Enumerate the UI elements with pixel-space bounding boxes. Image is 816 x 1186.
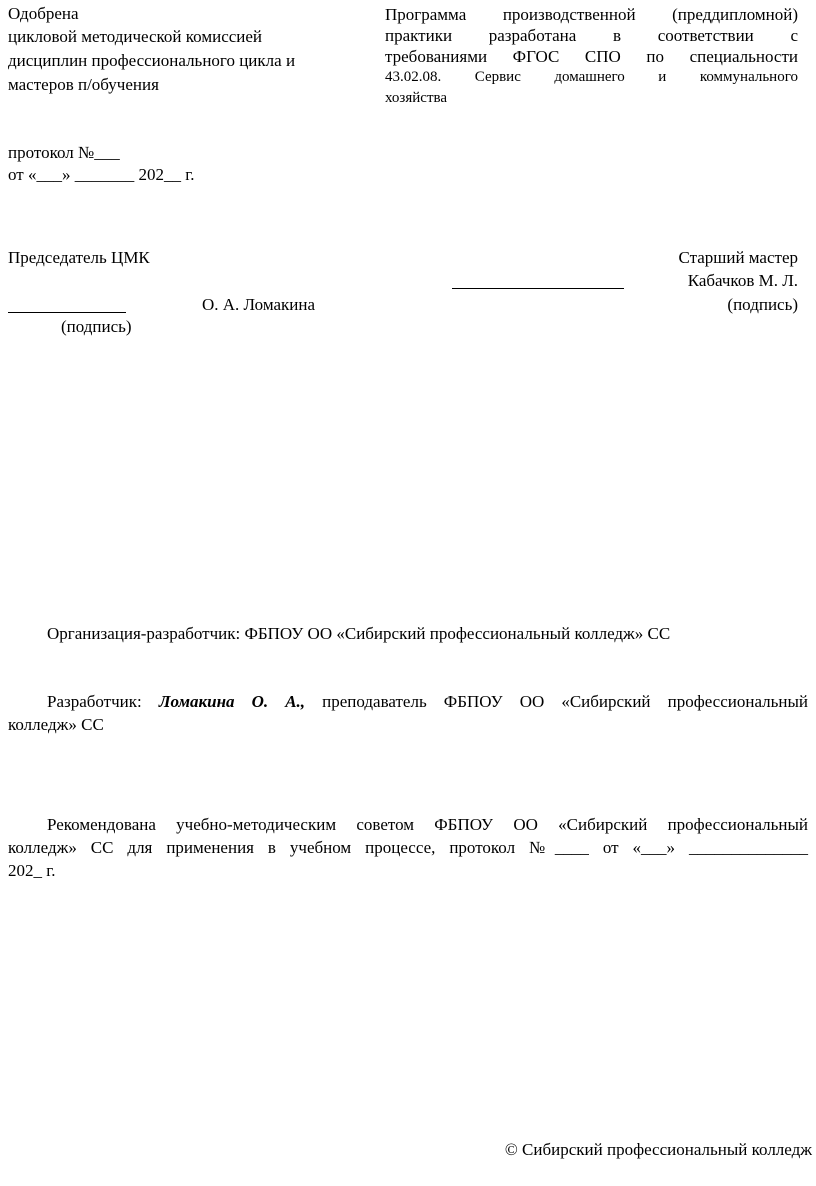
- approval-protocol: протокол №___: [8, 143, 120, 162]
- program-line-4: 43.02.08. Сервис домашнего и коммунального: [385, 69, 798, 85]
- chair-signature-caption: (подпись): [61, 317, 132, 336]
- program-statement: [385, 4, 798, 109]
- master-signature-caption: (подпись): [727, 295, 798, 314]
- chair-name: О. А. Ломакина: [202, 295, 316, 314]
- recommendation-line-3: 202_ г.: [8, 861, 56, 880]
- developer-line-1: [8, 690, 808, 713]
- copyright-notice: © Сибирский профессиональный колледж: [504, 1140, 812, 1159]
- developer-paragraph: [8, 690, 808, 736]
- approval-line-4: мастеров п/обучения: [8, 75, 159, 94]
- recommendation-line-2: колледж» СС для применения в учебном процессе, протокол №____ от «___» ______________: [8, 838, 808, 857]
- program-line-3: требованиями ФГОС СПО по специальности: [385, 47, 798, 66]
- program-line-1: Программа производственной (преддипломной): [385, 5, 798, 24]
- program-line-2: практики разработана в соответствии с: [385, 26, 798, 45]
- approval-line-1: Одобрена: [8, 4, 79, 23]
- approval-date: от «___» _______ 202__ г.: [8, 165, 195, 184]
- master-title: Старший мастер: [678, 248, 798, 267]
- chair-signature-line: [8, 312, 126, 313]
- developer-line-2: колледж» СС: [8, 715, 104, 734]
- developer-label: Разработчик:: [47, 692, 142, 711]
- recommendation-line-1: Рекомендована учебно-методическим советом ФБПОУ ОО «Сибирский профессиональный: [47, 815, 808, 834]
- recommendation-paragraph: [8, 813, 808, 882]
- developer-name: Ломакина О. А.,: [158, 692, 306, 711]
- program-line-5: хозяйства: [385, 90, 448, 106]
- developer-position: преподаватель ФБПОУ ОО «Сибирский профессиональный: [322, 692, 809, 711]
- approval-line-2: цикловой методической комиссией: [8, 27, 263, 46]
- chair-title: Председатель ЦМК: [8, 248, 150, 267]
- approval-line-3: дисциплин профессионального цикла и: [8, 51, 296, 70]
- master-name: Кабачков М. Л.: [687, 271, 798, 290]
- organization-developer: Организация-разработчик: ФБПОУ ОО «Сибирский профессиональный колледж» СС: [47, 624, 671, 643]
- master-signature-line: [452, 288, 624, 289]
